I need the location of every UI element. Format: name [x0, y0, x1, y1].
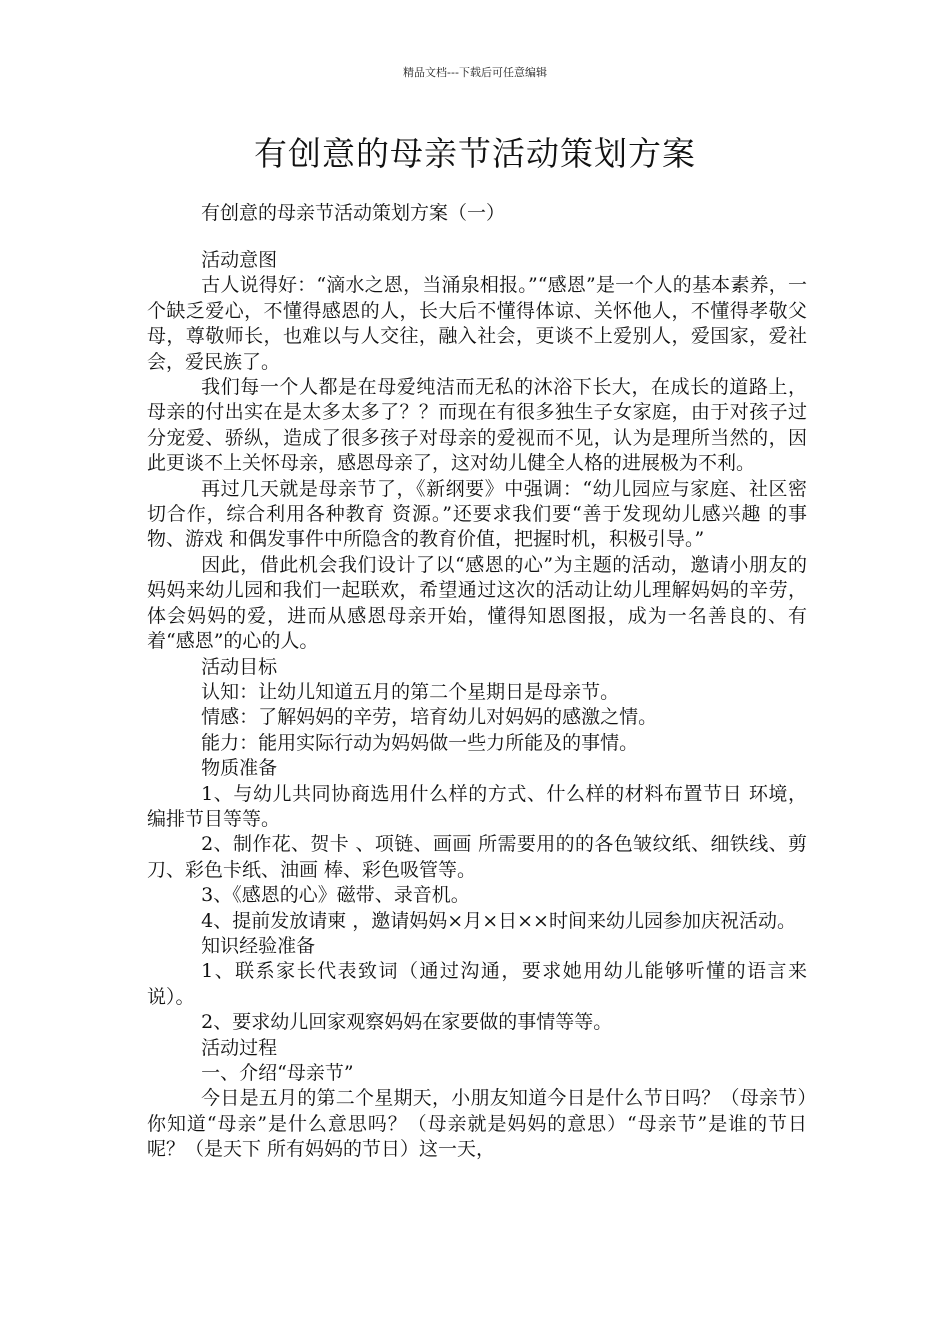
list-item: 1、联系家长代表致词（通过沟通，要求她用幼儿能够听懂的语言来说）。: [147, 960, 807, 1008]
paragraph: 今日是五月的第二个星期天，小朋友知道今日是什么节日吗？（母亲节）你知道“母亲”是什么意思吗？（母亲就是妈妈的意思）“母亲节”是谁的节日呢？（是天下 所有妈妈的节日）这一天，: [147, 1087, 807, 1161]
document-subtitle: 有创意的母亲节活动策划方案（一）: [201, 202, 506, 224]
list-item: 4、提前发放请柬 ，邀请妈妈×月×日××时间来幼儿园参加庆祝活动。: [201, 909, 796, 932]
list-item: 2、制作花、贺卡 、项链、画画 所需要用的的各色皱纹纸、细铁线、剪刀、彩色卡纸、油画 棒、彩色吸管等。: [147, 833, 807, 881]
section-heading-process: 活动过程: [201, 1036, 278, 1059]
paragraph: 因此，借此机会我们设计了以“感恩的心”为主题的活动，邀请小朋友的妈妈来幼儿园和我们一起联欢，希望通过这次的活动让幼儿理解妈妈的辛劳，体会妈妈的爱，进而从感恩母亲开始，懂得知恩图报，成为一名善良的、有着“感恩”的心的人。: [147, 553, 807, 653]
list-item: 3、《感恩的心》磁带、录音机。: [201, 884, 470, 907]
subsection-heading: 一、介绍“母亲节”: [201, 1062, 354, 1084]
page-header-watermark: 精品文档---下载后可任意编辑: [403, 66, 547, 79]
document-title: 有创意的母亲节活动策划方案: [254, 134, 696, 173]
document-body: [147, 248, 807, 1163]
paragraph: 我们每一个人都是在母爱纯洁而无私的沐浴下长大，在成长的道路上，母亲的付出实在是太多太多了？？而现在有很多独生子女家庭，由于对孩子过分宠爱、骄纵，造成了很多孩子对母亲的爱视而不见，认为是理所当然的，因此更谈不上关怀母亲，感恩母亲了，这对幼儿健全人格的进展极为不利。: [147, 376, 807, 475]
section-heading-materials: 物质准备: [201, 757, 278, 780]
paragraph: 认知：让幼儿知道五月的第二个星期日是母亲节。: [201, 680, 620, 703]
section-heading-intent: 活动意图: [201, 249, 278, 271]
paragraph: 再过几天就是母亲节了，《新纲要》中强调：“幼儿园应与家庭、社区密切合作，综合利用各种教育 资源。”还要求我们要“善于发现幼儿感兴趣 的事物、游戏 和偶发事件中所隐含的教育价值，把握时机，积极引导。”: [147, 477, 807, 551]
list-item: 2、要求幼儿回家观察妈妈在家要做的事情等等。: [201, 1011, 613, 1034]
section-heading-knowledge: 知识经验准备: [201, 934, 316, 957]
paragraph: 古人说得好：“滴水之恩，当涌泉相报。”“感恩”是一个人的基本素养，一个缺乏爱心，不懂得感恩的人，长大后不懂得体谅、关怀他人，不懂得孝敬父母，尊敬师长，也难以与人交往，融入社会，更谈不上爱别人，爱国家，爱社会，爱民族了。: [147, 274, 807, 373]
paragraph: 能力：能用实际行动为妈妈做一些力所能及的事情。: [201, 731, 639, 754]
section-heading-goals: 活动目标: [201, 655, 278, 678]
list-item: 1、与幼儿共同协商选用什么样的方式、什么样的材料布置节日 环境，编排节目等等。: [147, 782, 807, 830]
paragraph: 情感：了解妈妈的辛劳，培育幼儿对妈妈的感激之情。: [201, 706, 658, 729]
